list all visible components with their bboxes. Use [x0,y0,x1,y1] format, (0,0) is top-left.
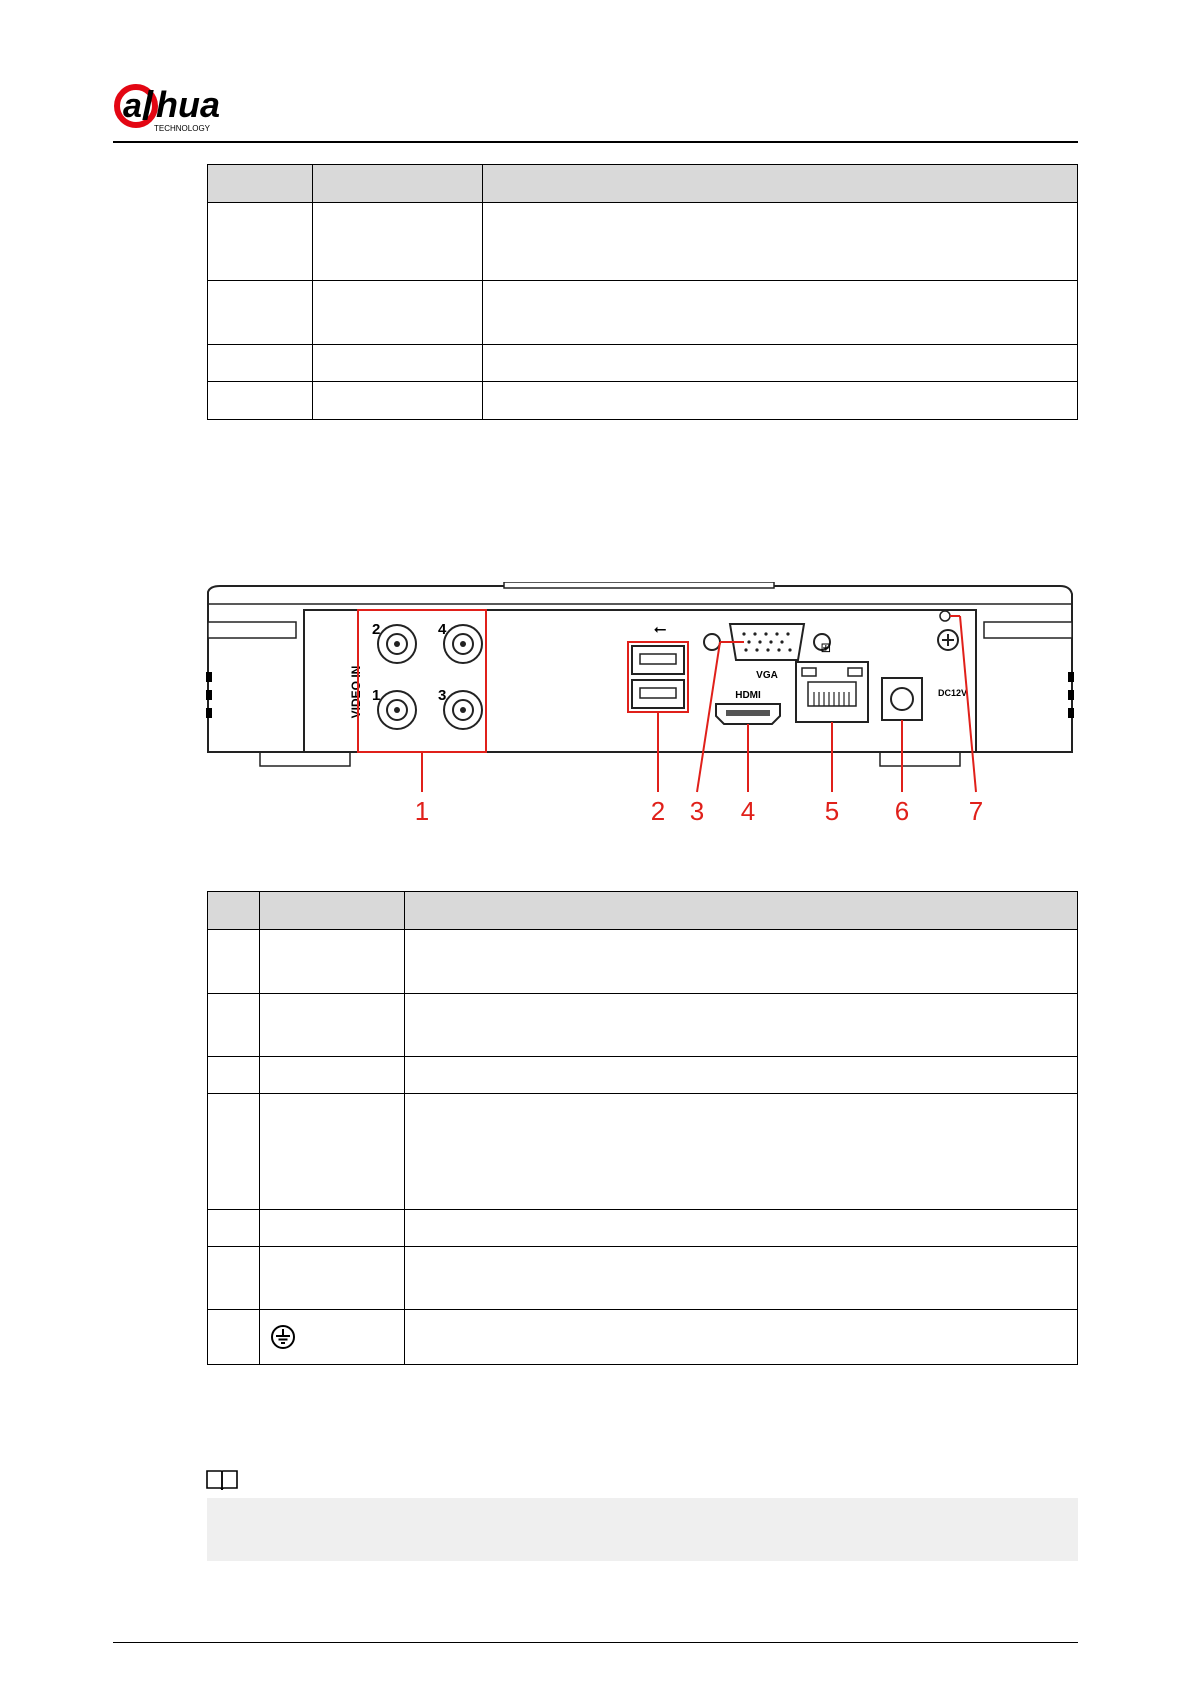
vga-label: VGA [756,670,778,681]
callout-numbers [415,796,983,822]
table-row [208,1094,1078,1210]
svg-text:4: 4 [438,621,447,638]
svg-text:3: 3 [438,687,447,704]
table-header-row [208,892,1078,930]
svg-text:⭠: ⭠ [653,619,667,638]
table-row [208,994,1078,1057]
brand-tagline: TECHNOLOGY [154,124,211,133]
table-row [208,1210,1078,1247]
hdmi-label: HDMI [735,690,761,701]
svg-text:4: 4 [740,796,756,822]
note-box [207,1498,1078,1561]
rear-panel-table [207,891,1078,1365]
svg-text:3: 3 [689,796,705,822]
svg-text:6: 6 [894,796,910,822]
table-row [208,345,1078,382]
earth-ground-icon [270,1324,296,1350]
table-row [208,1310,1078,1365]
table-row [208,1247,1078,1310]
video-in-label: VIDEO IN [349,665,363,719]
rear-panel-figure [200,582,1080,822]
table-row [208,382,1078,420]
footer-rule [113,1642,1078,1643]
table-row [208,930,1078,994]
svg-text:1: 1 [372,687,381,704]
svg-text:5: 5 [824,796,840,822]
table-header-row [208,165,1078,203]
svg-text:7: 7 [968,796,984,822]
svg-text:a: a [123,87,142,125]
dc-label: DC12V [938,688,968,698]
svg-text:2: 2 [372,621,381,638]
front-panel-table [207,164,1078,420]
svg-text:1: 1 [414,796,430,822]
table-row [208,281,1078,345]
dahua-logo [112,84,272,136]
svg-text:hua: hua [156,84,221,125]
table-row [208,203,1078,281]
header-rule [113,141,1078,143]
svg-text:2: 2 [650,796,666,822]
table-row [208,1057,1078,1094]
book-note-icon [205,1468,239,1492]
svg-text:⊞: ⊞ [820,641,832,656]
